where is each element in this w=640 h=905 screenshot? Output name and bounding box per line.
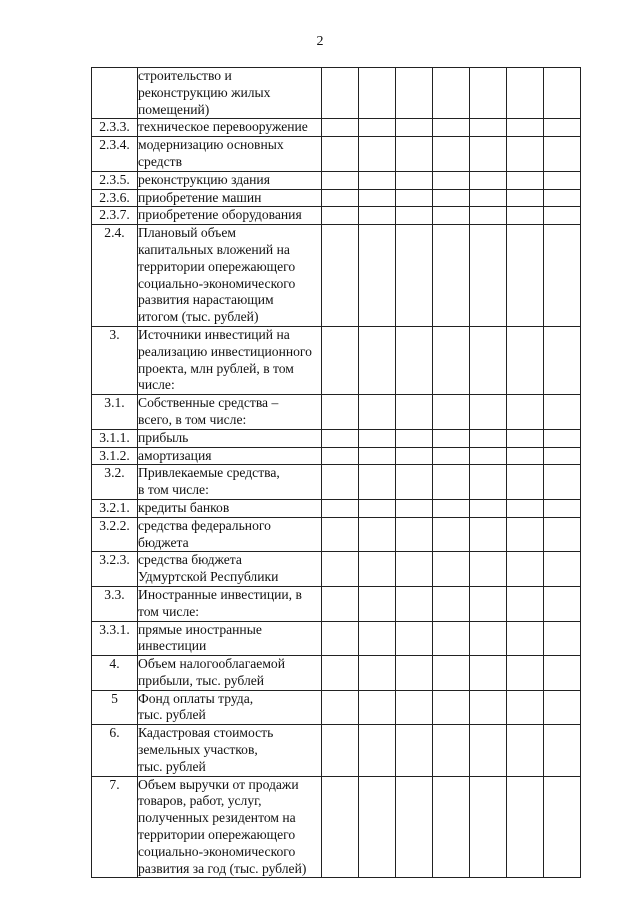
row-label	[138, 171, 322, 189]
empty-value-cell	[544, 776, 581, 878]
empty-value-cell	[470, 137, 507, 172]
row-label	[138, 621, 322, 656]
table-row	[92, 621, 581, 656]
row-label-line: Источники инвестиций на	[138, 326, 290, 342]
empty-value-cell	[322, 225, 359, 327]
row-label	[138, 137, 322, 172]
empty-value-cell	[396, 225, 433, 327]
row-label-line: приобретение машин	[138, 189, 262, 205]
empty-value-cell	[433, 137, 470, 172]
row-label-line: реализацию инвестиционного	[138, 343, 312, 359]
row-number: 5	[92, 690, 138, 725]
row-number: 3.2.	[92, 465, 138, 500]
table-row	[92, 137, 581, 172]
empty-value-cell	[544, 429, 581, 447]
empty-value-cell	[544, 137, 581, 172]
row-number: 3.1.1.	[92, 429, 138, 447]
empty-value-cell	[322, 395, 359, 430]
row-number: 2.4.	[92, 225, 138, 327]
row-label-line: средства федерального	[138, 517, 271, 533]
empty-value-cell	[470, 429, 507, 447]
table-row	[92, 465, 581, 500]
empty-value-cell	[433, 207, 470, 225]
empty-value-cell	[433, 119, 470, 137]
empty-value-cell	[544, 656, 581, 691]
empty-value-cell	[507, 690, 544, 725]
row-number: 3.1.2.	[92, 447, 138, 465]
row-label-line: бюджета	[138, 534, 189, 550]
empty-value-cell	[322, 137, 359, 172]
empty-value-cell	[507, 225, 544, 327]
empty-value-cell	[433, 429, 470, 447]
empty-value-cell	[396, 690, 433, 725]
row-label-line: строительство и	[138, 68, 232, 83]
empty-value-cell	[359, 725, 396, 776]
row-label	[138, 119, 322, 137]
row-label-line: полученных резидентом на	[138, 810, 296, 826]
empty-value-cell	[396, 119, 433, 137]
empty-value-cell	[359, 429, 396, 447]
empty-value-cell	[396, 429, 433, 447]
empty-value-cell	[507, 465, 544, 500]
empty-value-cell	[544, 517, 581, 552]
empty-value-cell	[470, 690, 507, 725]
row-label-line: прямые иностранные	[138, 621, 262, 637]
empty-value-cell	[433, 465, 470, 500]
empty-value-cell	[507, 395, 544, 430]
row-label-line: в том числе:	[138, 482, 209, 498]
empty-value-cell	[359, 552, 396, 587]
empty-value-cell	[322, 68, 359, 119]
empty-value-cell	[359, 656, 396, 691]
empty-value-cell	[507, 776, 544, 878]
empty-value-cell	[470, 68, 507, 119]
empty-value-cell	[470, 725, 507, 776]
empty-value-cell	[470, 395, 507, 430]
empty-value-cell	[359, 207, 396, 225]
empty-value-cell	[359, 119, 396, 137]
empty-value-cell	[433, 586, 470, 621]
empty-value-cell	[470, 119, 507, 137]
row-number: 4.	[92, 656, 138, 691]
empty-value-cell	[433, 171, 470, 189]
row-label	[138, 225, 322, 327]
empty-value-cell	[396, 68, 433, 119]
row-label-line: инвестиции	[138, 638, 207, 654]
empty-value-cell	[359, 586, 396, 621]
empty-value-cell	[470, 552, 507, 587]
empty-value-cell	[507, 586, 544, 621]
row-label	[138, 326, 322, 394]
row-label-line: Привлекаемые средства,	[138, 465, 280, 481]
row-number	[92, 68, 138, 119]
row-label-line: Фонд оплаты труда,	[138, 690, 254, 706]
empty-value-cell	[507, 517, 544, 552]
empty-value-cell	[359, 171, 396, 189]
empty-value-cell	[507, 621, 544, 656]
empty-value-cell	[359, 465, 396, 500]
empty-value-cell	[470, 171, 507, 189]
row-label-line: прибыли, тыс. рублей	[138, 672, 265, 688]
empty-value-cell	[396, 171, 433, 189]
empty-value-cell	[396, 207, 433, 225]
empty-value-cell	[470, 621, 507, 656]
empty-value-cell	[433, 690, 470, 725]
empty-value-cell	[396, 395, 433, 430]
empty-value-cell	[433, 621, 470, 656]
empty-value-cell	[359, 621, 396, 656]
table-row	[92, 447, 581, 465]
row-label	[138, 207, 322, 225]
row-label	[138, 776, 322, 878]
row-label	[138, 465, 322, 500]
table-row	[92, 552, 581, 587]
row-label-line: Кадастровая стоимость	[138, 725, 274, 741]
row-label-line: Объем налогооблагаемой	[138, 656, 286, 672]
empty-value-cell	[507, 326, 544, 394]
row-label-line: развития за год (тыс. рублей)	[138, 860, 307, 876]
empty-value-cell	[359, 776, 396, 878]
empty-value-cell	[544, 189, 581, 207]
empty-value-cell	[470, 517, 507, 552]
table-row	[92, 586, 581, 621]
empty-value-cell	[470, 326, 507, 394]
empty-value-cell	[433, 725, 470, 776]
table-row	[92, 189, 581, 207]
row-label	[138, 429, 322, 447]
row-label-line: земельных участков,	[138, 742, 258, 758]
empty-value-cell	[322, 552, 359, 587]
empty-value-cell	[433, 68, 470, 119]
empty-value-cell	[322, 690, 359, 725]
table-row	[92, 207, 581, 225]
empty-value-cell	[544, 171, 581, 189]
empty-value-cell	[396, 465, 433, 500]
empty-value-cell	[359, 68, 396, 119]
empty-value-cell	[544, 447, 581, 465]
empty-value-cell	[396, 552, 433, 587]
row-label-line: всего, в том числе:	[138, 411, 247, 427]
empty-value-cell	[470, 776, 507, 878]
empty-value-cell	[433, 447, 470, 465]
empty-value-cell	[470, 586, 507, 621]
row-label-line: Плановый объем	[138, 225, 236, 241]
table-row	[92, 656, 581, 691]
empty-value-cell	[359, 690, 396, 725]
empty-value-cell	[322, 517, 359, 552]
empty-value-cell	[544, 207, 581, 225]
table-row	[92, 119, 581, 137]
empty-value-cell	[396, 517, 433, 552]
empty-value-cell	[396, 447, 433, 465]
table-row	[92, 725, 581, 776]
empty-value-cell	[433, 189, 470, 207]
row-label-line: Иностранные инвестиции, в	[138, 586, 302, 602]
empty-value-cell	[470, 207, 507, 225]
empty-value-cell	[322, 326, 359, 394]
row-number: 2.3.5.	[92, 171, 138, 189]
row-number: 3.2.1.	[92, 499, 138, 517]
empty-value-cell	[322, 447, 359, 465]
row-label-line: развития нарастающим	[138, 292, 274, 308]
row-label	[138, 499, 322, 517]
table-row	[92, 68, 581, 119]
table-row	[92, 690, 581, 725]
empty-value-cell	[470, 447, 507, 465]
empty-value-cell	[544, 68, 581, 119]
row-number: 3.3.	[92, 586, 138, 621]
empty-value-cell	[433, 395, 470, 430]
row-label	[138, 586, 322, 621]
empty-value-cell	[507, 119, 544, 137]
row-number: 2.3.3.	[92, 119, 138, 137]
row-label-line: территории опережающего	[138, 827, 296, 843]
empty-value-cell	[396, 776, 433, 878]
empty-value-cell	[544, 621, 581, 656]
row-label-line: капитальных вложений на	[138, 241, 290, 257]
row-label-line: средства бюджета	[138, 552, 242, 568]
empty-value-cell	[507, 68, 544, 119]
row-label	[138, 725, 322, 776]
row-number: 3.3.1.	[92, 621, 138, 656]
table-row	[92, 429, 581, 447]
page-number: 2	[316, 34, 324, 49]
row-label-line: амортизация	[138, 447, 212, 463]
row-label	[138, 552, 322, 587]
empty-value-cell	[507, 656, 544, 691]
row-label-line: реконструкцию жилых	[138, 84, 271, 100]
empty-value-cell	[396, 326, 433, 394]
empty-value-cell	[507, 207, 544, 225]
row-number: 3.	[92, 326, 138, 394]
empty-value-cell	[322, 656, 359, 691]
row-number: 3.2.2.	[92, 517, 138, 552]
empty-value-cell	[359, 225, 396, 327]
empty-value-cell	[544, 499, 581, 517]
row-label	[138, 690, 322, 725]
empty-value-cell	[396, 499, 433, 517]
row-label-line: территории опережающего	[138, 258, 296, 274]
row-label-line: средств	[138, 153, 182, 169]
empty-value-cell	[396, 621, 433, 656]
table-row	[92, 326, 581, 394]
row-label	[138, 447, 322, 465]
empty-value-cell	[359, 395, 396, 430]
empty-value-cell	[359, 447, 396, 465]
empty-value-cell	[507, 499, 544, 517]
row-label-line: помещений)	[138, 101, 210, 117]
empty-value-cell	[433, 552, 470, 587]
empty-value-cell	[544, 119, 581, 137]
row-number: 3.1.	[92, 395, 138, 430]
table-row	[92, 225, 581, 327]
row-label-line: товаров, работ, услуг,	[138, 793, 262, 809]
empty-value-cell	[359, 326, 396, 394]
empty-value-cell	[433, 517, 470, 552]
row-label-line: Объем выручки от продажи	[138, 776, 299, 792]
empty-value-cell	[470, 465, 507, 500]
row-label-line: том числе:	[138, 603, 200, 619]
empty-value-cell	[322, 429, 359, 447]
row-label-line: Собственные средства –	[138, 395, 279, 411]
empty-value-cell	[433, 776, 470, 878]
empty-value-cell	[470, 656, 507, 691]
empty-value-cell	[544, 690, 581, 725]
table-row	[92, 499, 581, 517]
row-label-line: итогом (тыс. рублей)	[138, 309, 259, 325]
row-label-line: реконструкцию здания	[138, 171, 270, 187]
row-number: 2.3.6.	[92, 189, 138, 207]
row-label-line: техническое перевооружение	[138, 119, 308, 135]
empty-value-cell	[544, 586, 581, 621]
empty-value-cell	[322, 621, 359, 656]
row-label-line: тыс. рублей	[138, 707, 206, 723]
empty-value-cell	[507, 447, 544, 465]
row-label	[138, 189, 322, 207]
empty-value-cell	[507, 725, 544, 776]
table-row	[92, 776, 581, 878]
row-label	[138, 517, 322, 552]
empty-value-cell	[544, 225, 581, 327]
row-number: 2.3.4.	[92, 137, 138, 172]
row-label-line: социально-экономического	[138, 843, 296, 859]
empty-value-cell	[396, 725, 433, 776]
empty-value-cell	[507, 171, 544, 189]
empty-value-cell	[322, 171, 359, 189]
empty-value-cell	[507, 137, 544, 172]
empty-value-cell	[544, 552, 581, 587]
empty-value-cell	[396, 656, 433, 691]
row-number: 6.	[92, 725, 138, 776]
empty-value-cell	[359, 499, 396, 517]
empty-value-cell	[322, 119, 359, 137]
row-label-line: приобретение оборудования	[138, 207, 302, 223]
indicators-table	[91, 67, 581, 878]
empty-value-cell	[433, 225, 470, 327]
empty-value-cell	[359, 137, 396, 172]
empty-value-cell	[322, 499, 359, 517]
empty-value-cell	[359, 189, 396, 207]
empty-value-cell	[507, 552, 544, 587]
empty-value-cell	[359, 517, 396, 552]
empty-value-cell	[322, 725, 359, 776]
empty-value-cell	[322, 586, 359, 621]
empty-value-cell	[322, 776, 359, 878]
row-label-line: прибыль	[138, 429, 189, 445]
row-number: 3.2.3.	[92, 552, 138, 587]
empty-value-cell	[544, 395, 581, 430]
table-row	[92, 171, 581, 189]
row-label-line: модернизацию основных	[138, 137, 284, 153]
empty-value-cell	[433, 499, 470, 517]
empty-value-cell	[433, 656, 470, 691]
empty-value-cell	[544, 326, 581, 394]
empty-value-cell	[433, 326, 470, 394]
empty-value-cell	[507, 429, 544, 447]
empty-value-cell	[470, 499, 507, 517]
empty-value-cell	[470, 189, 507, 207]
row-label-line: кредиты банков	[138, 499, 230, 515]
empty-value-cell	[322, 207, 359, 225]
row-number: 2.3.7.	[92, 207, 138, 225]
row-label	[138, 395, 322, 430]
row-label-line: Удмуртской Республики	[138, 569, 279, 585]
empty-value-cell	[396, 189, 433, 207]
row-label-line: проекта, млн рублей, в том	[138, 360, 294, 376]
table-row	[92, 517, 581, 552]
empty-value-cell	[396, 586, 433, 621]
row-label-line: тыс. рублей	[138, 758, 206, 774]
empty-value-cell	[507, 189, 544, 207]
empty-value-cell	[396, 137, 433, 172]
row-label	[138, 656, 322, 691]
empty-value-cell	[322, 189, 359, 207]
empty-value-cell	[322, 465, 359, 500]
row-number: 7.	[92, 776, 138, 878]
row-label-line: числе:	[138, 377, 175, 393]
empty-value-cell	[544, 725, 581, 776]
empty-value-cell	[544, 465, 581, 500]
table-row	[92, 395, 581, 430]
row-label-line: социально-экономического	[138, 275, 296, 291]
empty-value-cell	[470, 225, 507, 327]
row-label	[138, 68, 322, 119]
